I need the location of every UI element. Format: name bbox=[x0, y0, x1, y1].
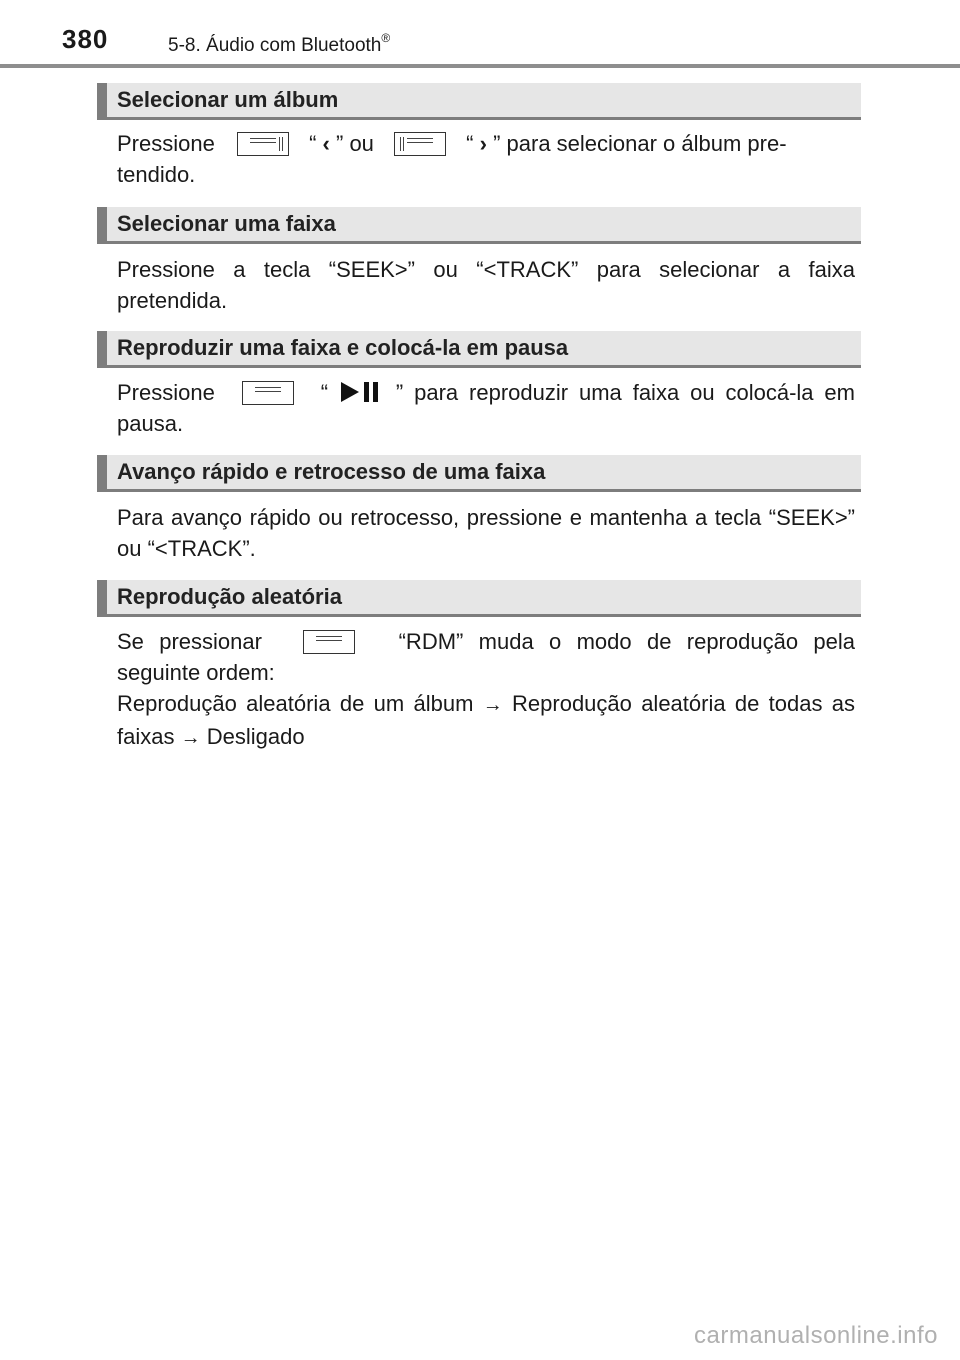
section-title: Reprodução aleatória bbox=[117, 584, 342, 609]
text: Reprodução aleatória de todas as faixas bbox=[117, 691, 856, 749]
preset-button-icon bbox=[237, 132, 289, 156]
chevron-left-icon: ‹ bbox=[322, 131, 330, 156]
preset-button-icon bbox=[242, 381, 294, 405]
paragraph-album bbox=[117, 128, 855, 190]
play-pause-icon bbox=[339, 380, 385, 404]
page-number: 380 bbox=[62, 24, 109, 54]
section-heading-random bbox=[97, 580, 861, 617]
text: ” ou bbox=[336, 131, 374, 156]
section-title: Selecionar um álbum bbox=[117, 87, 339, 112]
text: Reprodução aleatória de um álbum bbox=[117, 691, 474, 716]
chevron-right-icon: › bbox=[479, 131, 487, 156]
section-title: Reproduzir uma faixa e colocá-la em pausa bbox=[117, 335, 569, 360]
paragraph-seek: Para avanço rápido ou retrocesso, pressione e mantenha a tecla “SEEK>” ou “<TRACK”. bbox=[117, 505, 855, 561]
arrow-right-icon: → bbox=[180, 727, 201, 749]
text: ” para reproduzir uma faixa ou colocá-la em pausa. bbox=[117, 380, 855, 436]
chapter-title bbox=[168, 31, 390, 57]
section-heading-album bbox=[97, 83, 861, 120]
text: tendido. bbox=[117, 162, 196, 187]
section-heading-play-pause bbox=[97, 331, 861, 368]
quote: “ bbox=[309, 131, 317, 156]
registered-mark: ® bbox=[381, 31, 391, 45]
paragraph-random bbox=[117, 626, 855, 754]
chapter-title-text: 5-8. Áudio com Bluetooth bbox=[168, 35, 382, 56]
quote: “ bbox=[320, 380, 329, 405]
text: Desligado bbox=[206, 724, 305, 749]
quote: “ bbox=[466, 131, 474, 156]
preset-button-icon bbox=[394, 132, 446, 156]
section-title: Avanço rápido e retrocesso de uma faixa bbox=[117, 459, 546, 484]
section-heading-track bbox=[97, 207, 861, 244]
section-heading-seek bbox=[97, 455, 861, 492]
preset-button-icon bbox=[303, 630, 355, 654]
text: Pressione bbox=[117, 380, 215, 405]
section-title: Selecionar uma faixa bbox=[117, 211, 336, 236]
arrow-right-icon: → bbox=[482, 694, 503, 716]
text: ” para selecionar o álbum pre- bbox=[493, 131, 787, 156]
text: Pressione bbox=[117, 131, 215, 156]
text: Se pressionar bbox=[117, 629, 262, 654]
page-header bbox=[0, 0, 960, 70]
watermark: carmanualsonline.info bbox=[694, 1322, 938, 1349]
header-divider bbox=[0, 64, 960, 68]
paragraph-track: Pressione a tecla “SEEK>” ou “<TRACK” para selecionar a faixa pretendida. bbox=[117, 257, 855, 313]
text: “RDM” muda o modo de reprodução pela seguinte ordem: bbox=[117, 629, 855, 685]
paragraph-play-pause bbox=[117, 377, 855, 439]
